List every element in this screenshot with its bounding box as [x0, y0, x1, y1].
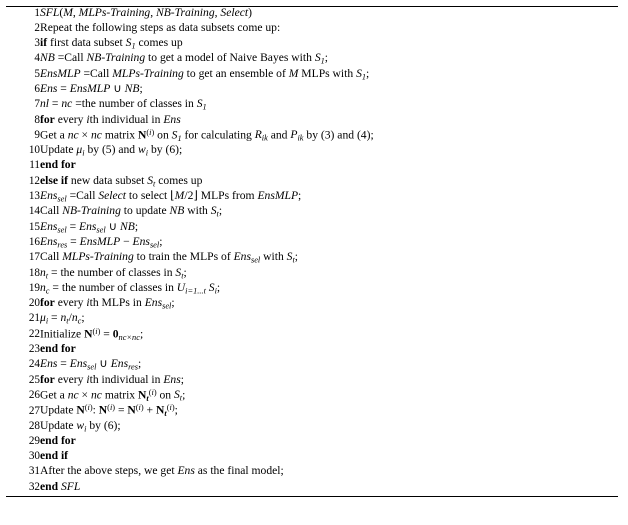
line-code: Ens = Ens$_{sel}$ ∪ Ens$_{res}$;	[40, 357, 142, 372]
line-number: 20	[28, 297, 40, 310]
line-code: Update $w_i$ by (6);	[40, 418, 121, 433]
algorithm-line	[6, 358, 618, 373]
algorithm-line	[6, 68, 618, 83]
algorithm-line	[6, 98, 618, 113]
line-number: 15	[28, 220, 40, 233]
algorithm-line	[6, 7, 618, 22]
line-code: end SFL	[40, 479, 81, 493]
line-code: else if new data subset $S_t$ comes up	[40, 173, 203, 189]
line-number: 7	[34, 98, 40, 111]
algorithm-line	[6, 205, 618, 220]
line-code: Get a nc × nc matrix $N^{(i)}$ on $S_1$ for calculating $R_{ik}$ and $P_{ik}$ by (3) and (4);	[40, 127, 374, 143]
line-code: Call NB-Training to update NB with $S_t$;	[40, 204, 223, 219]
line-code: Call MLPs-Training to train the MLPs of Ens$_{sel}$ with $S_t$;	[40, 250, 299, 265]
line-number: 5	[34, 67, 40, 80]
line-code: $\mu_i = n_t/n_c$;	[40, 311, 85, 326]
line-number: 31	[28, 465, 40, 478]
line-number: 25	[28, 373, 40, 386]
algorithm-line	[6, 374, 618, 389]
line-code: Get a nc × nc matrix $N_t^{(i)}$ on $S_t$;	[40, 387, 186, 403]
line-code: Ens$_{sel}$ =Call Select to select ⌊M/2⌋ MLPs from EnsMLP;	[40, 189, 302, 204]
algorithm-line	[6, 312, 618, 327]
algorithm-body	[6, 7, 618, 497]
line-code: Repeat the following steps as data subsets come up:	[40, 20, 281, 34]
algorithm-line	[6, 465, 618, 480]
algorithm-line	[6, 37, 618, 52]
line-number: 21	[28, 312, 40, 325]
algorithm-line	[6, 420, 618, 435]
line-number: 27	[28, 404, 40, 417]
line-code: for every ith individual in Ens;	[40, 372, 184, 386]
algorithm-line	[6, 343, 618, 358]
line-number: 22	[28, 328, 40, 341]
algorithm-line	[6, 328, 618, 343]
line-code: if first data subset $S_1$ comes up	[40, 36, 183, 51]
algorithm-line	[6, 251, 618, 266]
algorithm-line	[6, 236, 618, 251]
algorithm-line	[6, 52, 618, 67]
line-code: EnsMLP =Call MLPs-Training to get an ensemble of M MLPs with $S_1$;	[40, 66, 370, 82]
algorithm-line	[6, 22, 618, 37]
line-code: SFL(M, MLPs-Training, NB-Training, Select)	[40, 6, 252, 19]
line-code: Update $\mu_i$ by (5) and $w_i$ by (6);	[40, 143, 183, 158]
line-number: 29	[28, 434, 40, 447]
line-number: 1	[34, 7, 40, 19]
line-number: 4	[34, 52, 40, 65]
line-number: 11	[29, 159, 40, 172]
line-code: end for	[40, 342, 76, 356]
line-code: Update $N^{(i)}$: $N^{(i)} = N^{(i)} + N_t^{(i)}$;	[40, 403, 178, 419]
line-number: 30	[28, 450, 40, 463]
algorithm-line	[6, 221, 618, 236]
line-code: nl = nc =the number of classes in $S_1$	[40, 97, 207, 112]
line-number: 32	[28, 480, 40, 493]
line-code: for every ith MLPs in Ens$_{sel}$;	[40, 296, 175, 311]
algorithm-line	[6, 83, 618, 98]
line-code: NB =Call NB-Training to get a model of Naive Bayes with $S_1$;	[40, 51, 329, 66]
algorithm-line	[6, 450, 618, 465]
line-number: 18	[28, 266, 40, 279]
line-number: 24	[28, 358, 40, 371]
line-number: 16	[28, 235, 40, 248]
algorithm-line	[6, 481, 618, 496]
line-number: 28	[28, 419, 40, 432]
line-number: 23	[28, 343, 40, 356]
algorithm-line	[6, 159, 618, 174]
line-code: end if	[40, 449, 69, 463]
line-code: Ens = EnsMLP ∪ NB;	[40, 81, 143, 95]
line-number: 12	[28, 174, 40, 187]
line-code: Initialize $N^{(i)} = 0_{nc\times nc}$;	[40, 326, 144, 342]
algorithm-line	[6, 175, 618, 190]
line-code: $n_t$ = the number of classes in $S_t$;	[40, 265, 187, 280]
algorithm-line	[6, 190, 618, 205]
line-number: 14	[28, 205, 40, 218]
line-number: 2	[34, 21, 40, 34]
line-code: for every ith individual in Ens	[40, 112, 181, 126]
line-code: After the above steps, we get Ens as the final model;	[40, 464, 284, 478]
algorithm-line	[6, 144, 618, 159]
line-code: Ens$_{res}$ = EnsMLP − Ens$_{sel}$;	[40, 234, 163, 250]
algorithm-line	[6, 114, 618, 129]
line-number: 17	[28, 251, 40, 264]
line-number: 13	[28, 190, 40, 203]
algorithm-line	[6, 267, 618, 282]
algorithm-line	[6, 129, 618, 144]
algorithm-line	[6, 389, 618, 404]
line-number: 19	[28, 281, 40, 294]
line-number: 9	[34, 129, 40, 142]
line-number: 6	[34, 82, 40, 95]
line-code: Ens$_{sel}$ = Ens$_{sel}$ ∪ NB;	[40, 219, 139, 234]
algorithm-line	[6, 435, 618, 450]
algorithm-line	[6, 282, 618, 297]
line-number: 10	[28, 144, 40, 157]
line-code: end for	[40, 158, 76, 172]
algorithm-line	[6, 404, 618, 419]
line-number: 8	[34, 113, 40, 126]
line-code: $n_c$ = the number of classes in $U_{i=1...t}$ $S_i$;	[40, 280, 221, 296]
line-code: end for	[40, 433, 76, 447]
algorithm-table	[6, 6, 618, 497]
line-number: 3	[34, 37, 40, 50]
line-number: 26	[28, 389, 40, 402]
algorithm-line	[6, 297, 618, 312]
